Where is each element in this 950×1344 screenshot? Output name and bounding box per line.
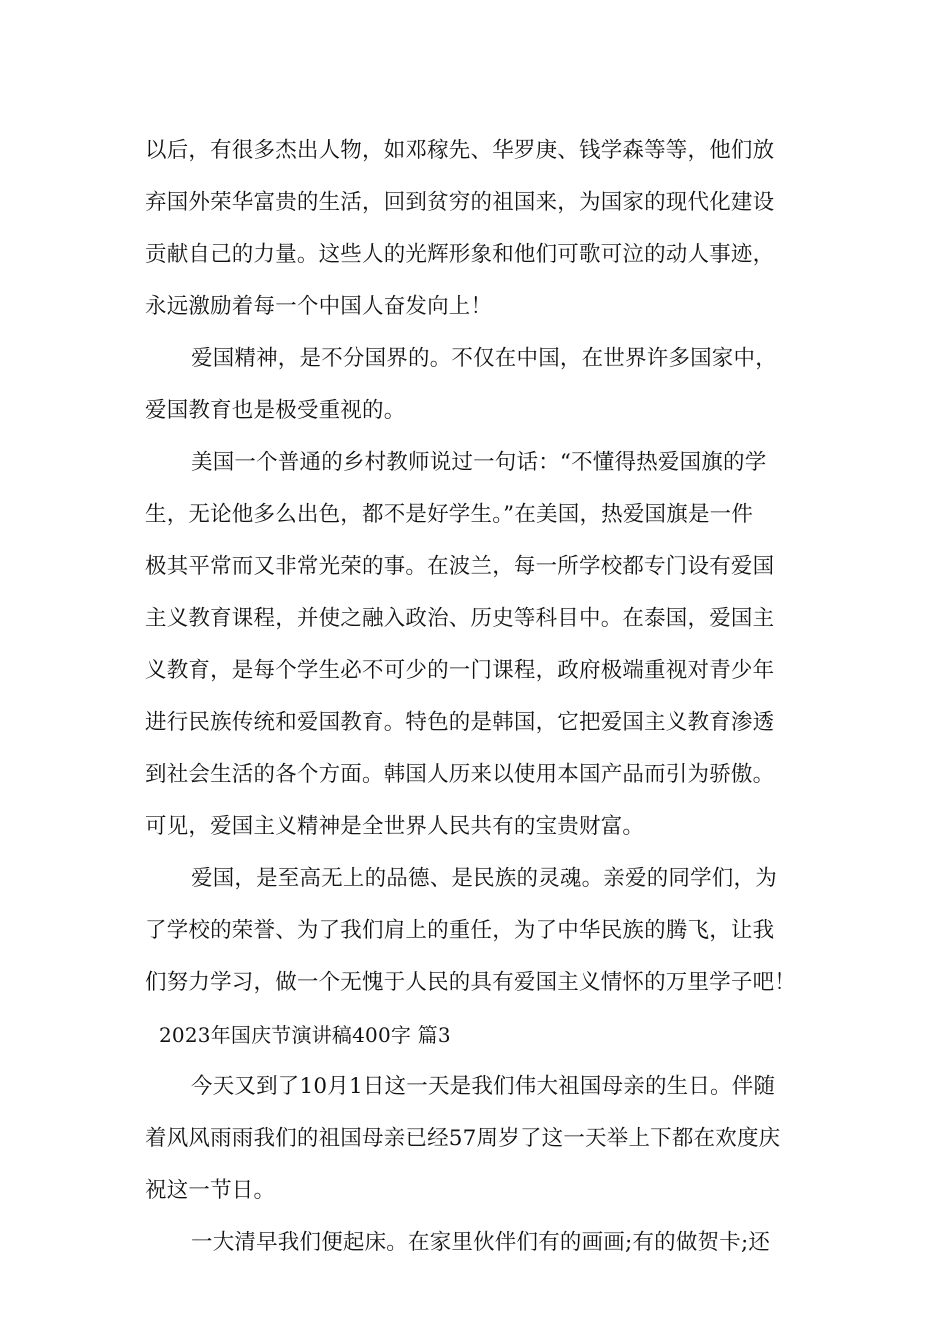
- paragraph-first-line: 一大清早我们便起床。在家里伙伴们有的画画;有的做贺卡;还: [191, 1230, 771, 1255]
- text-line: 极其平常而又非常光荣的事。在波兰，每一所学校都专门设有爱国: [145, 554, 775, 579]
- text-line: 了学校的荣誉、为了我们肩上的重任，为了中华民族的腾飞，让我: [145, 918, 775, 943]
- text-line: 进行民族传统和爱国教育。特色的是韩国，它把爱国主义教育渗透: [145, 710, 775, 735]
- text-line: 可见，爱国主义精神是全世界人民共有的宝贵财富。: [145, 814, 645, 839]
- text-line: 祝这一节日。: [145, 1178, 276, 1203]
- paragraph-first-line: 爱国，是至高无上的品德、是民族的灵魂。亲爱的同学们，为: [191, 866, 777, 891]
- text-line: 义教育，是每个学生必不可少的一门课程，政府极端重视对青少年: [145, 658, 775, 683]
- text-line: 生，无论他多么出色，都不是好学生。”在美国，热爱国旗是一件: [145, 502, 754, 527]
- text-line: 着风风雨雨我们的祖国母亲已经57周岁了这一天举上下都在欢度庆: [145, 1126, 781, 1151]
- text-line: 以后，有很多杰出人物，如邓稼先、华罗庚、钱学森等等，他们放: [145, 138, 775, 163]
- text-line: 们努力学习，做一个无愧于人民的具有爱国主义情怀的万里学子吧！: [145, 970, 797, 995]
- text-line: 贡献自己的力量。这些人的光辉形象和他们可歌可泣的动人事迹，: [145, 242, 775, 267]
- text-line: 弃国外荣华富贵的生活，回到贫穷的祖国来，为国家的现代化建设: [145, 190, 775, 215]
- paragraph-first-line: 爱国精神，是不分国界的。不仅在中国，在世界许多国家中，: [191, 346, 777, 371]
- text-line: 主义教育课程，并使之融入政治、历史等科目中。在泰国，爱国主: [145, 606, 775, 631]
- text-line: 永远激励着每一个中国人奋发向上！: [145, 294, 493, 319]
- paragraph-first-line: 美国一个普通的乡村教师说过一句话：“不懂得热爱国旗的学: [191, 450, 767, 475]
- section-heading: 2023年国庆节演讲稿400字 篇3: [159, 1023, 451, 1047]
- paragraph-first-line: 今天又到了10月1日这一天是我们伟大祖国母亲的生日。伴随: [191, 1074, 776, 1099]
- text-line: 到社会生活的各个方面。韩国人历来以使用本国产品而引为骄傲。: [145, 762, 775, 787]
- text-line: 爱国教育也是极受重视的。: [145, 398, 406, 423]
- document-body: [145, 125, 810, 1269]
